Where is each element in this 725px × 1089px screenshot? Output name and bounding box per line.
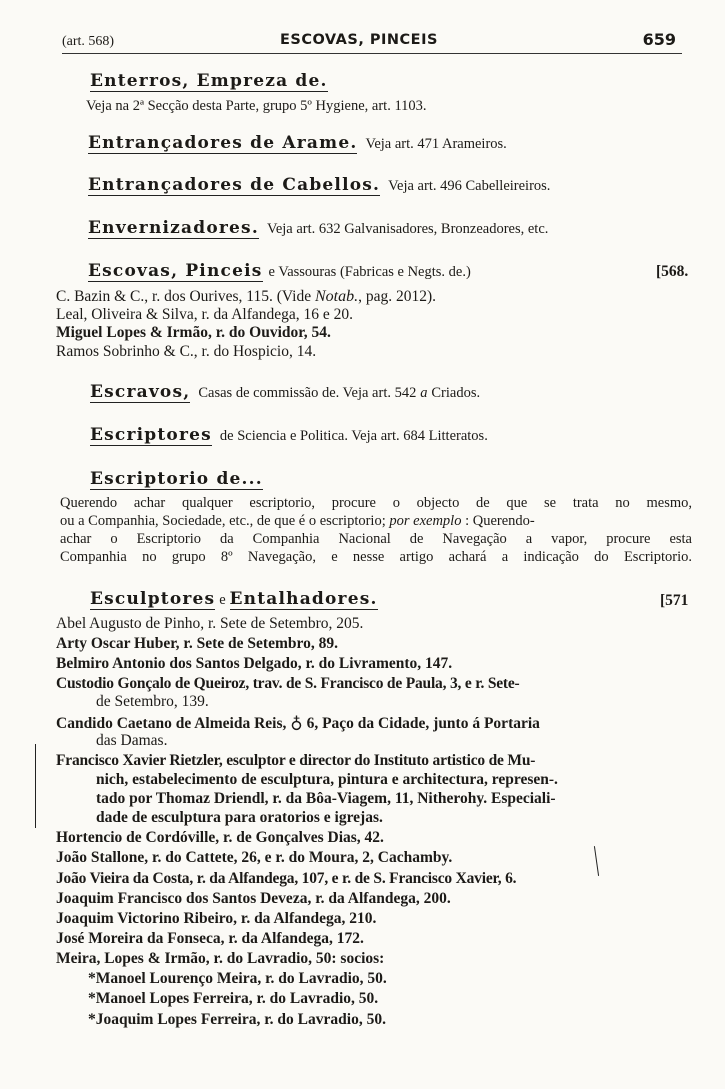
- escriptorio-line-3: achar o Escriptorio da Companhia Nacional de Navegação a vapor, procure esta: [60, 531, 692, 547]
- escovas-entry-4: Ramos Sobrinho & C., r. do Hospicio, 14.: [56, 343, 317, 360]
- esc-entry-5: Candido Caetano de Almeida Reis, ♁ 6, Paço da Cidade, junto á Portaria: [56, 713, 540, 732]
- heading-escravos: Escravos,: [90, 382, 191, 402]
- heading-cabellos: Entrançadores de Cabellos.: [88, 175, 381, 195]
- margin-mark: [35, 744, 36, 828]
- esc-entry-2: Arty Oscar Huber, r. Sete de Setembro, 89.: [56, 635, 338, 652]
- escriptorio-line-2: ou a Companhia, Sociedade, etc., de que é o escriptorio; por exemplo : Querendo-: [60, 513, 535, 529]
- esc-entry-5b: das Damas.: [96, 732, 168, 749]
- notab: Notab.: [314, 288, 359, 305]
- cabellos-text: Veja art. 496 Cabelleireiros.: [388, 178, 551, 194]
- esc-entry-6: Francisco Xavier Rietzler, esculptor e director do Instituto artistico de Mu-: [56, 752, 536, 769]
- running-title: ESCOVAS, PINCEIS: [280, 32, 438, 48]
- esc-entry-6b: nich, estabelecimento de esculptura, pintura e architectura, represen-.: [96, 771, 558, 788]
- heading-envernizadores: Envernizadores.: [88, 218, 259, 238]
- esc-entry-4b: de Setembro, 139.: [96, 693, 209, 710]
- section-escriptores: [90, 426, 488, 445]
- escriptorio-line-4: Companhia no grupo 8º Navegação, e nesse artigo achará a indicação do Escriptorio.: [60, 549, 692, 565]
- esc-entry-3: Belmiro Antonio dos Santos Delgado, r. do Livramento, 147.: [56, 655, 453, 672]
- esc-entry-7: Hortencio de Cordóville, r. de Gonçalves Dias, 42.: [56, 829, 384, 846]
- heading-escriptores: Escriptores: [90, 425, 212, 445]
- heading-enterros: Enterros, Empreza de.: [90, 71, 328, 91]
- section-enterros: [90, 72, 328, 91]
- heading-escovas: Escovas, Pinceis: [88, 261, 263, 281]
- esc-entry-6d: dade de esculptura para oratorios e igrejas.: [96, 809, 383, 826]
- section-arame: [88, 134, 507, 153]
- section-esculptores: Esculptores e Entalhadores.: [90, 589, 378, 609]
- cross-symbol-icon: ♁: [290, 713, 303, 732]
- escovas-text: e Vassouras (Fabricas e Negts. de.): [268, 264, 471, 280]
- escriptores-text: de Sciencia e Politica. Veja art. 684 Litteratos.: [219, 428, 488, 444]
- heading-arame: Entrançadores de Arame.: [88, 133, 358, 153]
- heading-esculptores: Esculptores: [90, 589, 216, 609]
- section-escravos: Escravos, Casas de commissão de. Veja art. 542 a Criados.: [90, 382, 481, 402]
- esc-entry-12: José Moreira da Fonseca, r. da Alfandega, 172.: [56, 930, 364, 947]
- esc-entry-16: *Joaquim Lopes Ferreira, r. do Lavradio, 50.: [88, 1011, 386, 1028]
- article-range: (art. 568): [62, 34, 115, 49]
- margin-mark: [594, 846, 600, 876]
- enterros-text: Veja na 2ª Secção desta Parte, grupo 5º Hygiene, art. 1103.: [86, 98, 427, 114]
- page-number: 659: [642, 30, 676, 49]
- esc-entry-14: *Manoel Lourenço Meira, r. do Lavradio, 50.: [88, 970, 387, 987]
- escovas-entry-2: Leal, Oliveira & Silva, r. da Alfandega, 16 e 20.: [56, 306, 353, 323]
- section-escovas: [88, 262, 471, 281]
- esc-entry-9: João Vieira da Costa, r. da Alfandega, 107, e r. de S. Francisco Xavier, 6.: [56, 870, 517, 887]
- esc-entry-11: Joaquim Victorino Ribeiro, r. da Alfandega, 210.: [56, 910, 377, 927]
- esc-entry-10: Joaquim Francisco dos Santos Deveza, r. da Alfandega, 200.: [56, 890, 451, 907]
- section-escriptorio: [90, 470, 263, 489]
- escravos-text: Casas de commissão de. Veja art. 542: [198, 385, 417, 401]
- esc-entry-15: *Manoel Lopes Ferreira, r. do Lavradio, 50.: [88, 990, 379, 1007]
- escovas-entry-1: C. Bazin & C., r. dos Ourives, 115. (Vide Notab., pag. 2012).: [56, 288, 437, 305]
- escovas-entry-3: Miguel Lopes & Irmão, r. do Ouvidor, 54.: [56, 324, 331, 341]
- escriptorio-line-1: Querendo achar qualquer escriptorio, procure o objecto de que se trata no mesmo,: [60, 495, 692, 511]
- esc-entry-4: Custodio Gonçalo de Queiroz, trav. de S. Francisco de Paula, 3, e r. Sete-: [56, 675, 520, 692]
- esc-entry-6c: tado por Thomaz Driendl, r. da Bôa-Viagem, 11, Nitherohy. Especiali-: [96, 790, 556, 807]
- esc-entry-1: Abel Augusto de Pinho, r. Sete de Setembro, 205.: [56, 615, 364, 632]
- arame-text: Veja art. 471 Arameiros.: [365, 136, 507, 152]
- escovas-ref: [568.: [656, 263, 689, 280]
- heading-escriptorio: Escriptorio de...: [90, 469, 263, 489]
- envernizadores-text: Veja art. 632 Galvanisadores, Bronzeadores, etc.: [266, 221, 549, 237]
- section-envernizadores: [88, 219, 548, 238]
- esculptores-ref: [571: [660, 592, 689, 609]
- header-rule: [62, 53, 682, 54]
- section-cabellos: [88, 176, 550, 195]
- page-header: [62, 30, 682, 54]
- esc-entry-8: João Stallone, r. do Cattete, 26, e r. do Moura, 2, Cachamby.: [56, 849, 453, 866]
- heading-entalhadores: Entalhadores.: [229, 589, 378, 609]
- esc-entry-13: Meira, Lopes & Irmão, r. do Lavradio, 50: socios:: [56, 950, 385, 967]
